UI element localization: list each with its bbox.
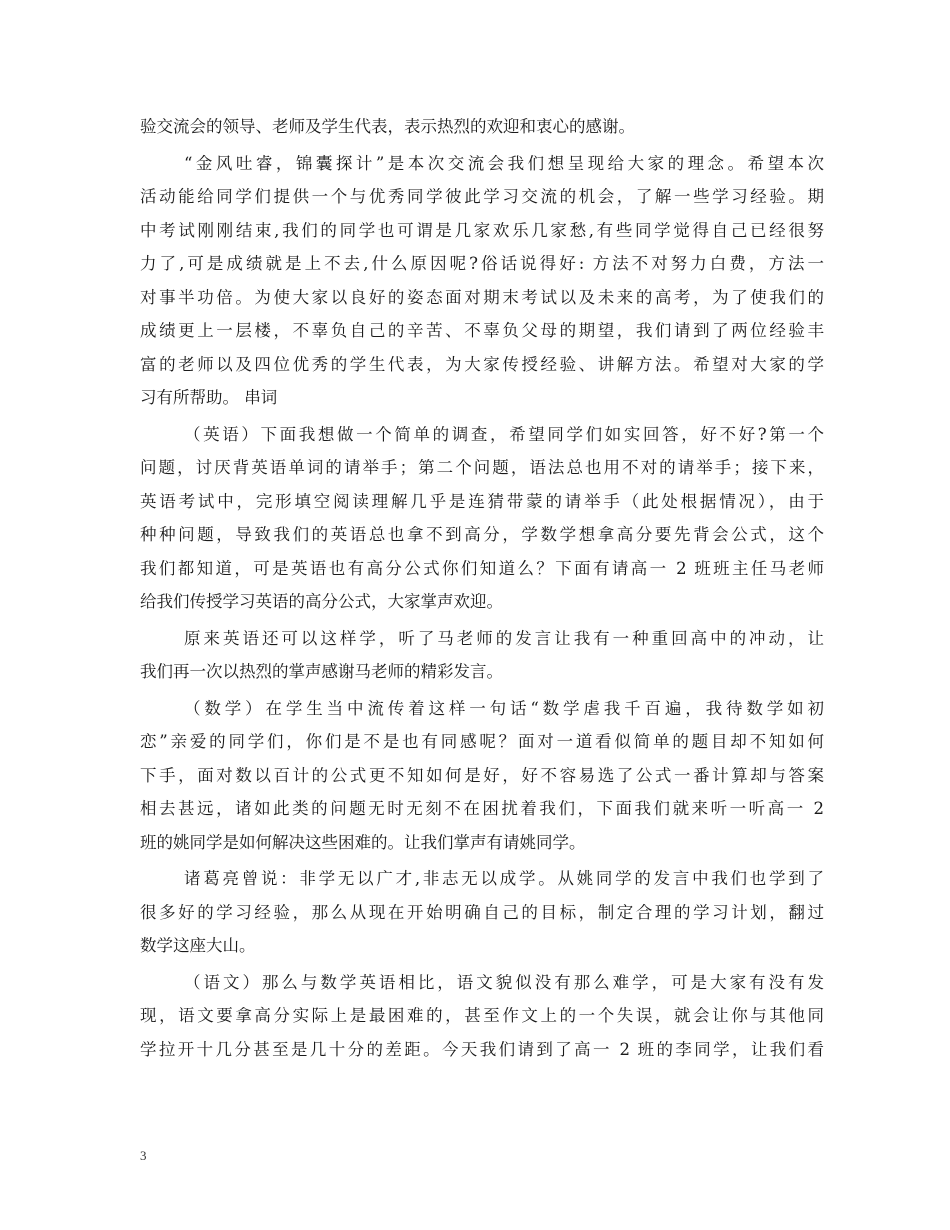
text-line: 很多好的学习经验，那么从现在开始明确自己的目标，制定合理的学习计划，翻过 <box>140 902 824 922</box>
body-text <box>140 110 824 1066</box>
paragraph <box>140 622 824 689</box>
text-line: 力了,可是成绩就是上不去,什么原因呢?俗话说得好: 方法不对努力白费，方法一 <box>140 254 824 273</box>
text-line: 验交流会的领导、老师及学生代表，表示热烈的欢迎和衷心的感谢。 <box>140 117 635 136</box>
text-line: 我们再一次以热烈的掌声感谢马老师的精彩发言。 <box>140 662 503 681</box>
page-number: 3 <box>140 1148 147 1163</box>
text-line: 现，语文要拿高分实际上是最困难的，甚至作文上的一个失误，就会让你与其他同 <box>140 1006 824 1025</box>
text-line: 对事半功倍。为使大家以良好的姿态面对期末考试以及未来的高考，为了使我们的 <box>140 287 824 307</box>
text-line: 我们都知道，可是英语也有高分公式你们知道么？下面有请高一 2 班班主任马老师 <box>140 558 824 578</box>
text-line: 富的老师以及四位优秀的学生代表，为大家传授经验、讲解方法。希望对大家的学 <box>140 354 824 374</box>
text-line: 成绩更上一层楼，不辜负自己的辛苦、不辜负父母的期望，我们请到了两位经验丰 <box>140 321 824 340</box>
text-line: 中考试刚刚结束,我们的同学也可谓是几家欢乐几家愁,有些同学觉得自己已经很努 <box>140 220 824 240</box>
text-line: 恋”亲爱的同学们，你们是不是也有同感呢？面对一道看似简单的题目却不知如何 <box>140 732 824 751</box>
paragraph <box>140 692 824 860</box>
text-line: 班的姚同学是如何解决这些困难的。让我们掌声有请姚同学。 <box>140 832 586 852</box>
text-line: “金风吐睿，锦囊探计”是本次交流会我们想呈现给大家的理念。希望本次 <box>184 153 824 173</box>
text-line: 学拉开十几分甚至是几十分的差距。今天我们请到了高一 2 班的李同学，让我们看 <box>140 1039 824 1059</box>
text-line: 诸葛亮曾说：非学无以广才,非志无以成学。从姚同学的发言中我们也学到了 <box>184 869 824 888</box>
text-line: 原来英语还可以这样学，听了马老师的发言让我有一种重回高中的冲动，让 <box>184 628 824 648</box>
text-line: 活动能给同学们提供一个与优秀同学彼此学习交流的机会，了解一些学习经验。期 <box>140 187 824 206</box>
paragraph <box>140 418 824 619</box>
text-line: 下手，面对数以百计的公式更不知如何是好，好不容易选了公式一番计算却与答案 <box>140 765 824 785</box>
paragraph <box>140 110 824 144</box>
text-line: 问题，讨厌背英语单词的请举手；第二个问题，语法总也用不对的请举手；接下来， <box>140 458 824 477</box>
text-line: 给我们传授学习英语的高分公式，大家掌声欢迎。 <box>140 592 503 611</box>
text-line: 英语考试中，完形填空阅读理解几乎是连猜带蒙的请举手（此处根据情况），由于 <box>140 491 824 511</box>
paragraph <box>140 147 824 415</box>
text-line: 数学这座大山。 <box>140 936 256 955</box>
text-line: 相去甚远，诸如此类的问题无时无刻不在困扰着我们，下面我们就来听一听高一 2 <box>140 799 824 818</box>
paragraph <box>140 862 824 963</box>
text-line: 习有所帮助。 串词 <box>140 388 278 407</box>
paragraph <box>140 966 824 1067</box>
text-line: （数学）在学生当中流传着这样一句话“数学虐我千百遍，我待数学如初 <box>184 698 824 718</box>
text-line: （语文）那么与数学英语相比，语文貌似没有那么难学，可是大家有没有发 <box>184 972 824 992</box>
text-line: （英语）下面我想做一个简单的调查，希望同学们如实回答，好不好?第一个 <box>184 424 824 444</box>
text-line: 种种问题，导致我们的英语总也拿不到高分，学数学想拿高分要先背会公式，这个 <box>140 525 824 544</box>
